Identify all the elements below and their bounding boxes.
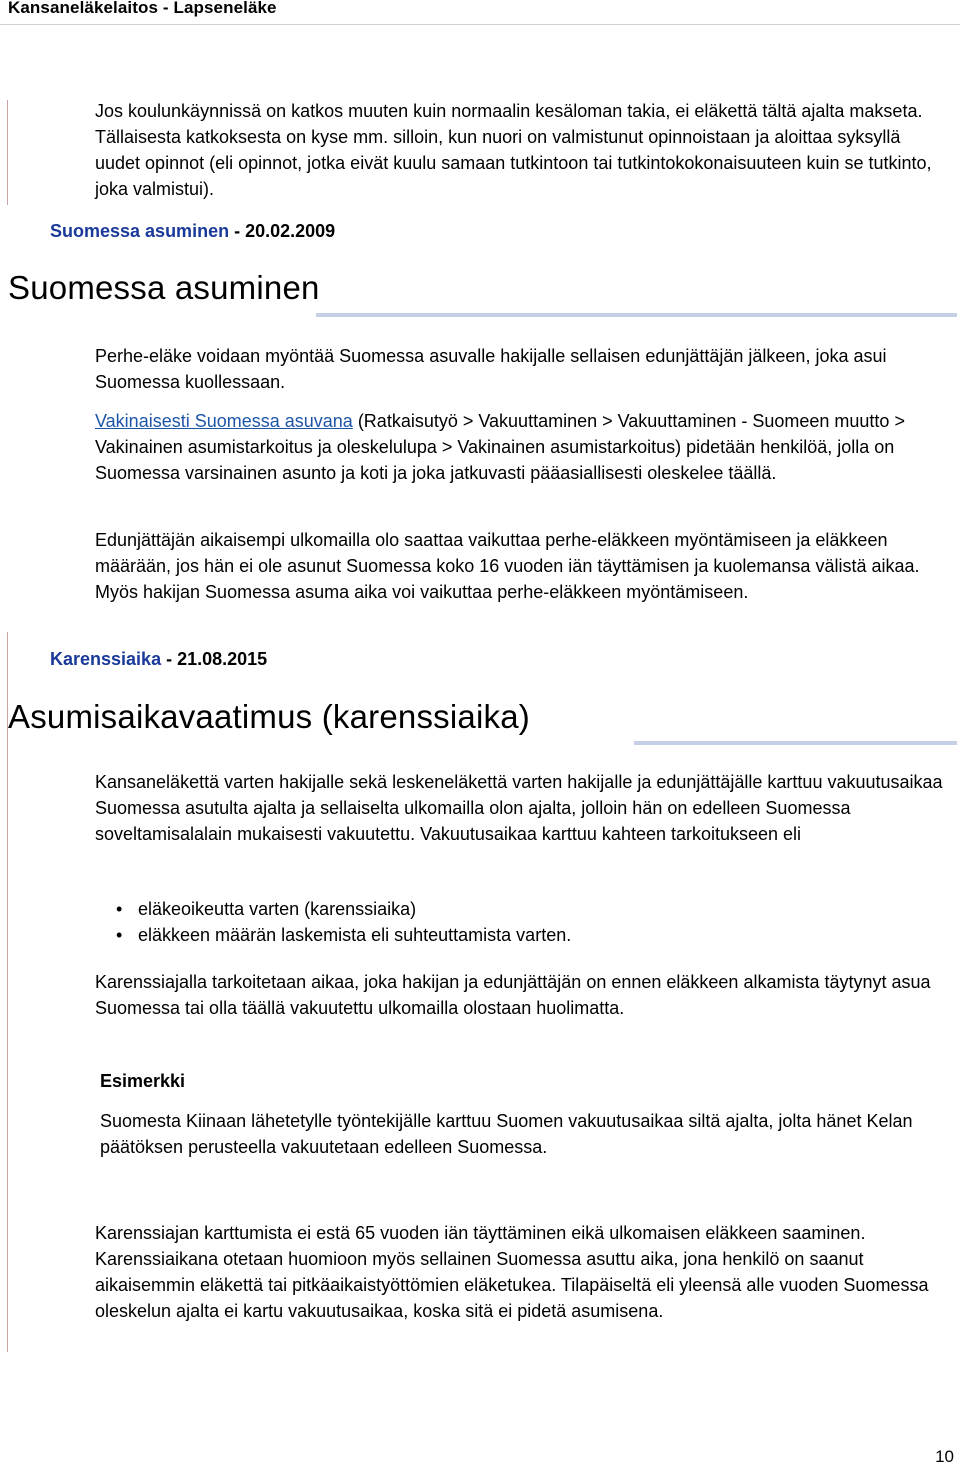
heading-rule [316,313,957,317]
document-header-title: Kansaneläkelaitos - Lapseneläke [8,0,277,17]
paragraph-text: (Ratkaisutyö > Vakuuttaminen > Vakuuttaminen - Suomeen muutto > Vakinainen asumistarkoitus ja oleskelulupa > Vakinainen asumistarkoitus) pidetään henkilöä, jolla on Suomessa varsinainen asunto ja koti ja joka jatkuvasti pääasiallisesti oleskelee täällä. [95,411,905,483]
section-reference [50,648,267,670]
section-reference-title: Suomessa asuminen [50,221,230,241]
paragraph: Karenssiajan karttumista ei estä 65 vuoden iän täyttäminen eikä ulkomaisen eläkkeen saaminen. Karenssiaikana otetaan huomioon myös sellainen Suomessa asuttu aika, jona henkilö on saanut aikaisemmin eläkettä tai pitkäaikaistyöttömien eläketukea. Tilapäiseltä eli yleensä alle vuoden Suomessa oleskelun ajalta ei kartu vakuutusaikaa, koska sitä ei pidetä asumisena. [95,1223,929,1321]
section-reference [50,220,335,242]
header-divider [0,24,960,25]
paragraph [95,408,943,486]
margin-line [7,632,8,1352]
intro-paragraph: Jos koulunkäynnissä on katkos muuten kuin normaalin kesäloman takia, ei eläkettä tältä ajalta makseta. Tällaisesta katkoksesta on kyse mm. silloin, kun nuori on valmistunut opinnoistaan ja aloittaa syksyllä uudet opinnot (eli opinnot, jotka eivät kuulu samaan tutkintoon tai tutkintokokonaisuuteen kuin se tutkinto, joka valmistui). [95,101,932,199]
bullet-list [116,896,936,948]
section-reference-date: - 21.08.2015 [161,649,268,669]
heading-rule [634,741,957,745]
example-text: Suomesta Kiinaan lähetetylle työntekijälle karttuu Suomen vakuutusaikaa siltä ajalta, jolta hänet Kelan päätöksen perusteella vakuutetaan edelleen Suomessa. [100,1111,913,1157]
section-reference-date: - 20.02.2009 [229,221,336,241]
section-heading: Suomessa asuminen [8,269,320,306]
margin-line [7,100,8,205]
section-reference-title: Karenssiaika [50,649,162,669]
example-heading: Esimerkki [100,1071,186,1091]
list-item: • eläkkeen määrän laskemista eli suhteuttamista varten. [116,922,936,948]
list-item: • eläkeoikeutta varten (karenssiaika) [116,896,936,922]
vakinaisesti-suomessa-asuvana-link[interactable]: Vakinaisesti Suomessa asuvana [95,411,353,431]
section-heading: Asumisaikavaatimus (karenssiaika) [8,698,530,735]
page-number: 10 [935,1447,954,1466]
paragraph: Kansaneläkettä varten hakijalle sekä leskeneläkettä varten hakijalle ja edunjättäjälle karttuu vakuutusaikaa Suomessa asutulta ajalta ja sellaiselta ulkomailla olon ajalta, jolloin hän on edelleen Suomessa soveltamisalalain mukaisesti vakuutettu. Vakuutusaikaa karttuu kahteen tarkoitukseen eli [95,772,943,844]
paragraph: Edunjättäjän aikaisempi ulkomailla olo saattaa vaikuttaa perhe-eläkkeen myöntämiseen ja eläkkeen määrään, jos hän ei ole asunut Suomessa koko 16 vuoden iän täyttämisen ja kuolemansa välistä aikaa. Myös hakijan Suomessa asuma aika voi vaikuttaa perhe-eläkkeen myöntämiseen. [95,530,920,602]
paragraph: Karenssiajalla tarkoitetaan aikaa, joka hakijan ja edunjättäjän on ennen eläkkeen alkamista täytynyt asua Suomessa tai olla täällä vakuutettu ulkomailla olostaan huolimatta. [95,972,931,1018]
paragraph: Perhe-eläke voidaan myöntää Suomessa asuvalle hakijalle sellaisen edunjättäjän jälkeen, joka asui Suomessa kuollessaan. [95,346,887,392]
